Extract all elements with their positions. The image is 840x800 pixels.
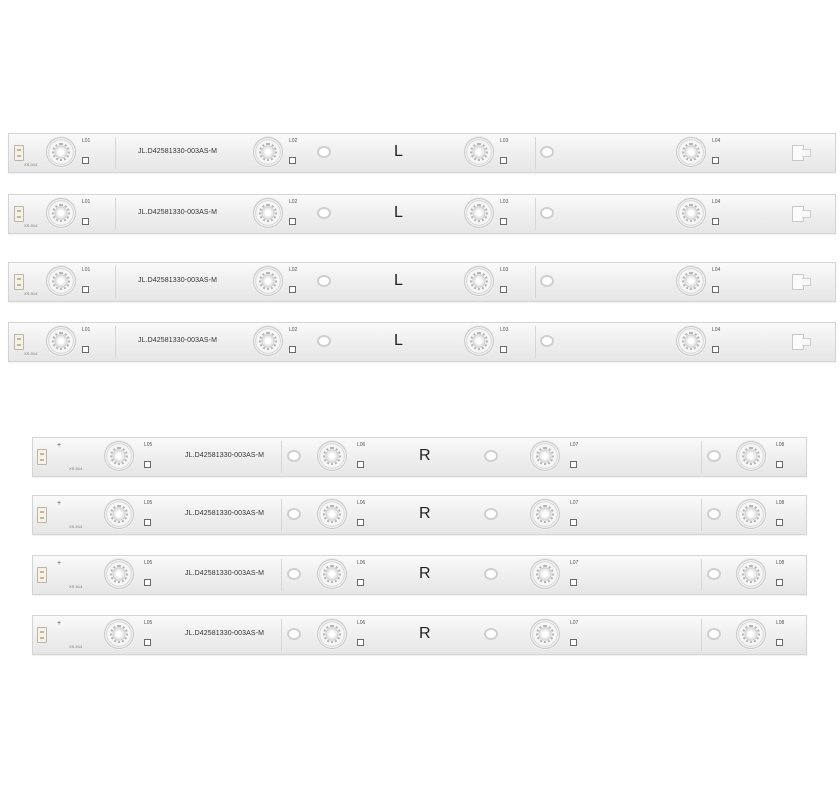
led-strip-left — [8, 194, 836, 234]
solder-pad-icon — [570, 639, 577, 646]
mounting-hole-icon — [484, 568, 498, 580]
mounting-hole-icon — [317, 146, 331, 158]
led-label: L04 — [712, 327, 721, 333]
part-number: JL.D42581330-003AS-M — [185, 510, 265, 517]
led-label: L05 — [144, 620, 153, 626]
solder-pad-icon — [712, 286, 719, 293]
divider — [281, 499, 282, 531]
solder-pad-icon — [500, 346, 507, 353]
led-strip-right — [32, 555, 807, 595]
led-lens-icon — [46, 326, 76, 356]
connector-icon — [37, 449, 47, 465]
led-lens-icon — [46, 266, 76, 296]
connector-code: XS-914 — [69, 466, 83, 471]
mounting-hole-icon — [287, 568, 301, 580]
mounting-hole-icon — [317, 275, 331, 287]
solder-pad-icon — [357, 519, 364, 526]
led-label: L02 — [289, 138, 298, 144]
divider — [115, 326, 116, 358]
solder-pad-icon — [776, 579, 783, 586]
led-label: L07 — [570, 620, 579, 626]
divider — [701, 499, 702, 531]
solder-pad-icon — [82, 286, 89, 293]
led-lens-icon — [736, 499, 766, 529]
solder-pad-icon — [357, 579, 364, 586]
polarity-mark: + — [57, 442, 62, 449]
solder-pad-icon — [776, 639, 783, 646]
led-label: L07 — [570, 442, 579, 448]
led-lens-icon — [530, 441, 560, 471]
side-label: L — [394, 143, 403, 160]
connector-code: XS-914 — [69, 584, 83, 589]
polarity-mark: + — [57, 620, 62, 627]
mounting-hole-icon — [707, 568, 721, 580]
connector-code: XS-914 — [69, 644, 83, 649]
mounting-hole-icon — [484, 508, 498, 520]
led-strip-right — [32, 495, 807, 535]
mounting-hole-icon — [484, 450, 498, 462]
led-lens-icon — [46, 198, 76, 228]
led-strip-right — [32, 615, 807, 655]
part-number: JL.D42581330-003AS-M — [185, 630, 265, 637]
led-lens-icon — [676, 266, 706, 296]
led-label: L06 — [357, 500, 366, 506]
solder-pad-icon — [357, 639, 364, 646]
part-number: JL.D42581330-003AS-M — [138, 209, 218, 216]
led-strip-left — [8, 133, 836, 173]
led-lens-icon — [317, 441, 347, 471]
solder-pad-icon — [712, 157, 719, 164]
led-label: L08 — [776, 500, 785, 506]
mounting-hole-icon — [317, 207, 331, 219]
led-lens-icon — [676, 137, 706, 167]
solder-pad-icon — [570, 519, 577, 526]
led-label: L02 — [289, 267, 298, 273]
led-lens-icon — [464, 137, 494, 167]
led-lens-icon — [736, 559, 766, 589]
solder-pad-icon — [289, 218, 296, 225]
part-number: JL.D42581330-003AS-M — [185, 570, 265, 577]
side-label: R — [419, 447, 431, 464]
side-label: R — [419, 565, 431, 582]
connector-icon — [14, 334, 24, 350]
led-label: L08 — [776, 560, 785, 566]
divider — [115, 198, 116, 230]
connector-icon — [37, 507, 47, 523]
solder-pad-icon — [570, 461, 577, 468]
led-label: L04 — [712, 199, 721, 205]
led-lens-icon — [530, 619, 560, 649]
divider — [701, 559, 702, 591]
connector-code: XS-914 — [24, 223, 38, 228]
led-lens-icon — [253, 198, 283, 228]
end-connector-icon — [792, 334, 804, 350]
led-lens-icon — [676, 326, 706, 356]
divider — [115, 137, 116, 169]
led-label: L01 — [82, 327, 91, 333]
solder-pad-icon — [144, 579, 151, 586]
solder-pad-icon — [144, 639, 151, 646]
divider — [535, 198, 536, 230]
led-lens-icon — [530, 499, 560, 529]
mounting-hole-icon — [540, 207, 554, 219]
end-connector-icon — [792, 274, 804, 290]
mounting-hole-icon — [707, 450, 721, 462]
led-lens-icon — [253, 137, 283, 167]
mounting-hole-icon — [540, 275, 554, 287]
mounting-hole-icon — [707, 628, 721, 640]
divider — [701, 619, 702, 651]
mounting-hole-icon — [484, 628, 498, 640]
part-number: JL.D42581330-003AS-M — [138, 337, 218, 344]
solder-pad-icon — [82, 218, 89, 225]
divider — [535, 326, 536, 358]
led-label: L03 — [500, 138, 509, 144]
mounting-hole-icon — [287, 508, 301, 520]
connector-code: XS-914 — [24, 162, 38, 167]
led-lens-icon — [104, 559, 134, 589]
divider — [701, 441, 702, 473]
end-connector-icon — [792, 206, 804, 222]
connector-icon — [37, 627, 47, 643]
led-lens-icon — [46, 137, 76, 167]
solder-pad-icon — [82, 157, 89, 164]
led-label: L05 — [144, 442, 153, 448]
led-lens-icon — [104, 619, 134, 649]
led-label: L01 — [82, 138, 91, 144]
led-lens-icon — [464, 266, 494, 296]
polarity-mark: + — [57, 560, 62, 567]
led-lens-icon — [104, 441, 134, 471]
solder-pad-icon — [144, 519, 151, 526]
led-lens-icon — [736, 441, 766, 471]
led-label: L03 — [500, 327, 509, 333]
led-label: L06 — [357, 560, 366, 566]
led-label: L07 — [570, 560, 579, 566]
led-lens-icon — [317, 499, 347, 529]
led-label: L08 — [776, 442, 785, 448]
solder-pad-icon — [289, 346, 296, 353]
side-label: L — [394, 332, 403, 349]
solder-pad-icon — [776, 461, 783, 468]
divider — [535, 266, 536, 298]
mounting-hole-icon — [707, 508, 721, 520]
led-lens-icon — [464, 326, 494, 356]
led-label: L03 — [500, 267, 509, 273]
led-lens-icon — [530, 559, 560, 589]
led-lens-icon — [464, 198, 494, 228]
divider — [281, 559, 282, 591]
connector-icon — [14, 206, 24, 222]
solder-pad-icon — [570, 579, 577, 586]
led-label: L01 — [82, 267, 91, 273]
led-label: L04 — [712, 267, 721, 273]
solder-pad-icon — [144, 461, 151, 468]
led-label: L08 — [776, 620, 785, 626]
mounting-hole-icon — [540, 335, 554, 347]
solder-pad-icon — [289, 286, 296, 293]
side-label: L — [394, 272, 403, 289]
led-label: L07 — [570, 500, 579, 506]
side-label: R — [419, 505, 431, 522]
connector-icon — [14, 274, 24, 290]
led-lens-icon — [736, 619, 766, 649]
led-label: L02 — [289, 199, 298, 205]
connector-code: XS-914 — [69, 524, 83, 529]
solder-pad-icon — [712, 218, 719, 225]
led-label: L06 — [357, 620, 366, 626]
led-lens-icon — [676, 198, 706, 228]
connector-code: XS-914 — [24, 291, 38, 296]
solder-pad-icon — [357, 461, 364, 468]
led-lens-icon — [104, 499, 134, 529]
part-number: JL.D42581330-003AS-M — [185, 452, 265, 459]
polarity-mark: + — [57, 500, 62, 507]
solder-pad-icon — [289, 157, 296, 164]
led-label: L06 — [357, 442, 366, 448]
led-lens-icon — [317, 619, 347, 649]
mounting-hole-icon — [540, 146, 554, 158]
divider — [535, 137, 536, 169]
led-label: L04 — [712, 138, 721, 144]
divider — [281, 619, 282, 651]
led-lens-icon — [253, 266, 283, 296]
mounting-hole-icon — [287, 450, 301, 462]
part-number: JL.D42581330-003AS-M — [138, 148, 218, 155]
divider — [281, 441, 282, 473]
mounting-hole-icon — [287, 628, 301, 640]
led-strip-left — [8, 262, 836, 302]
solder-pad-icon — [776, 519, 783, 526]
end-connector-icon — [792, 145, 804, 161]
connector-icon — [37, 567, 47, 583]
solder-pad-icon — [500, 218, 507, 225]
led-strip-right — [32, 437, 807, 477]
led-label: L01 — [82, 199, 91, 205]
led-lens-icon — [253, 326, 283, 356]
led-lens-icon — [317, 559, 347, 589]
solder-pad-icon — [82, 346, 89, 353]
solder-pad-icon — [500, 157, 507, 164]
led-strip-left — [8, 322, 836, 362]
solder-pad-icon — [712, 346, 719, 353]
led-label: L03 — [500, 199, 509, 205]
mounting-hole-icon — [317, 335, 331, 347]
connector-code: XS-914 — [24, 351, 38, 356]
led-label: L02 — [289, 327, 298, 333]
side-label: R — [419, 625, 431, 642]
part-number: JL.D42581330-003AS-M — [138, 277, 218, 284]
connector-icon — [14, 145, 24, 161]
led-label: L05 — [144, 560, 153, 566]
divider — [115, 266, 116, 298]
solder-pad-icon — [500, 286, 507, 293]
side-label: L — [394, 204, 403, 221]
led-label: L05 — [144, 500, 153, 506]
